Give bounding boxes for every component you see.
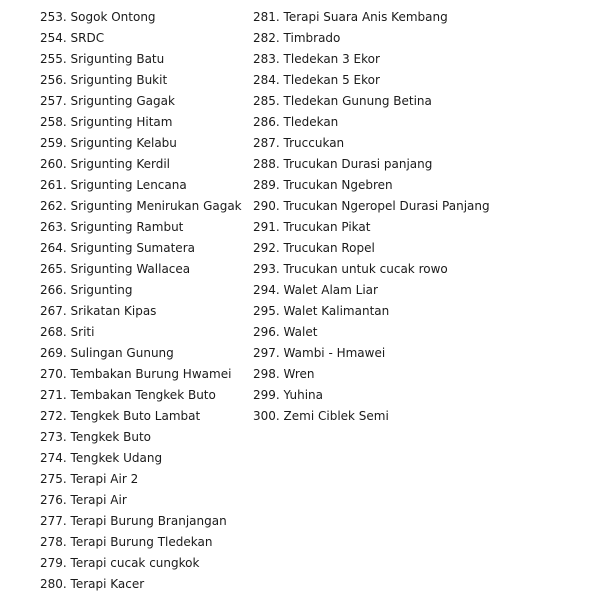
item-number: 287. xyxy=(253,136,280,150)
item-number: 291. xyxy=(253,220,280,234)
list-item xyxy=(253,154,490,175)
list-item xyxy=(253,322,490,343)
item-label: Srigunting Menirukan Gagak xyxy=(70,199,242,213)
item-number: 261. xyxy=(40,178,67,192)
item-number: 294. xyxy=(253,283,280,297)
item-label: Zemi Ciblek Semi xyxy=(283,409,389,423)
list-item xyxy=(253,364,490,385)
list-item xyxy=(253,175,490,196)
item-label: Tledekan 5 Ekor xyxy=(283,73,380,87)
item-number: 264. xyxy=(40,241,67,255)
item-number: 272. xyxy=(40,409,67,423)
item-label: Walet Kalimantan xyxy=(283,304,390,318)
list-item xyxy=(253,217,490,238)
list-column-left xyxy=(40,7,242,595)
item-number: 271. xyxy=(40,388,67,402)
list-item xyxy=(40,217,242,238)
item-label: Sogok Ontong xyxy=(70,10,156,24)
item-number: 269. xyxy=(40,346,67,360)
item-label: Terapi Suara Anis Kembang xyxy=(283,10,448,24)
list-item xyxy=(253,301,490,322)
item-label: Tledekan Gunung Betina xyxy=(283,94,432,108)
item-number: 292. xyxy=(253,241,280,255)
list-item xyxy=(253,28,490,49)
list-item xyxy=(253,133,490,154)
item-number: 297. xyxy=(253,346,280,360)
list-item xyxy=(40,175,242,196)
list-item xyxy=(40,91,242,112)
item-label: Sriti xyxy=(70,325,95,339)
item-label: Yuhina xyxy=(283,388,324,402)
item-label: Terapi cucak cungkok xyxy=(70,556,200,570)
item-number: 289. xyxy=(253,178,280,192)
item-label: Wren xyxy=(283,367,315,381)
item-label: Terapi Air 2 xyxy=(70,472,139,486)
list-item xyxy=(40,49,242,70)
list-item xyxy=(40,238,242,259)
item-label: Tledekan 3 Ekor xyxy=(283,52,380,66)
item-number: 263. xyxy=(40,220,67,234)
item-number: 290. xyxy=(253,199,280,213)
list-item xyxy=(253,406,490,427)
item-label: Tembakan Burung Hwamei xyxy=(70,367,232,381)
list-item xyxy=(40,112,242,133)
list-item xyxy=(253,91,490,112)
list-item xyxy=(253,280,490,301)
item-label: Trucukan Pikat xyxy=(283,220,371,234)
item-label: Tledekan xyxy=(283,115,339,129)
item-number: 255. xyxy=(40,52,67,66)
item-number: 298. xyxy=(253,367,280,381)
list-item xyxy=(40,343,242,364)
list-item xyxy=(40,511,242,532)
item-label: Tengkek Udang xyxy=(70,451,163,465)
list-item xyxy=(40,574,242,595)
item-label: Srigunting Sumatera xyxy=(70,241,195,255)
item-number: 293. xyxy=(253,262,280,276)
item-label: Walet xyxy=(283,325,318,339)
item-label: Walet Alam Liar xyxy=(283,283,378,297)
list-item xyxy=(40,364,242,385)
list-item xyxy=(253,238,490,259)
list-item xyxy=(253,112,490,133)
list-item xyxy=(40,301,242,322)
list-item xyxy=(40,406,242,427)
item-label: Srigunting Gagak xyxy=(70,94,175,108)
item-label: Terapi Burung Tledekan xyxy=(70,535,213,549)
item-number: 295. xyxy=(253,304,280,318)
item-number: 259. xyxy=(40,136,67,150)
list-item xyxy=(40,28,242,49)
item-number: 256. xyxy=(40,73,67,87)
item-label: Srigunting Wallacea xyxy=(70,262,191,276)
item-number: 283. xyxy=(253,52,280,66)
item-number: 257. xyxy=(40,94,67,108)
item-label: Truccukan xyxy=(283,136,345,150)
item-number: 260. xyxy=(40,157,67,171)
item-label: Srigunting Rambut xyxy=(70,220,184,234)
item-label: Terapi Burung Branjangan xyxy=(70,514,227,528)
item-number: 268. xyxy=(40,325,67,339)
item-number: 296. xyxy=(253,325,280,339)
list-item xyxy=(253,259,490,280)
list-item xyxy=(253,7,490,28)
list-item xyxy=(40,553,242,574)
list-item xyxy=(253,49,490,70)
item-number: 275. xyxy=(40,472,67,486)
item-number: 277. xyxy=(40,514,67,528)
list-item xyxy=(40,133,242,154)
item-number: 274. xyxy=(40,451,67,465)
list-item xyxy=(253,196,490,217)
item-label: Trucukan Durasi panjang xyxy=(283,157,433,171)
item-label: Srigunting Kerdil xyxy=(70,157,170,171)
item-label: Srigunting Hitam xyxy=(70,115,173,129)
item-number: 267. xyxy=(40,304,67,318)
list-item xyxy=(40,532,242,553)
item-label: Trucukan Ngeropel Durasi Panjang xyxy=(283,199,490,213)
list-item xyxy=(253,385,490,406)
item-number: 278. xyxy=(40,535,67,549)
item-label: Trucukan Ropel xyxy=(283,241,375,255)
item-number: 285. xyxy=(253,94,280,108)
item-number: 282. xyxy=(253,31,280,45)
list-item xyxy=(253,70,490,91)
item-label: Srigunting Bukit xyxy=(70,73,168,87)
list-column-right xyxy=(253,7,490,427)
item-label: Tengkek Buto Lambat xyxy=(70,409,201,423)
list-item xyxy=(40,7,242,28)
item-number: 270. xyxy=(40,367,67,381)
item-label: Tengkek Buto xyxy=(70,430,151,444)
item-number: 300. xyxy=(253,409,280,423)
item-number: 254. xyxy=(40,31,67,45)
item-label: Trucukan untuk cucak rowo xyxy=(283,262,448,276)
item-label: Wambi - Hmawei xyxy=(283,346,386,360)
item-number: 262. xyxy=(40,199,67,213)
list-item xyxy=(40,70,242,91)
item-label: Timbrado xyxy=(283,31,341,45)
list-item xyxy=(40,427,242,448)
item-label: Tembakan Tengkek Buto xyxy=(70,388,216,402)
list-item xyxy=(40,280,242,301)
item-number: 280. xyxy=(40,577,67,591)
item-label: SRDC xyxy=(70,31,105,45)
list-item xyxy=(40,490,242,511)
item-number: 281. xyxy=(253,10,280,24)
item-number: 279. xyxy=(40,556,67,570)
list-item xyxy=(253,343,490,364)
item-number: 284. xyxy=(253,73,280,87)
item-number: 286. xyxy=(253,115,280,129)
item-label: Srikatan Kipas xyxy=(70,304,157,318)
item-label: Terapi Air xyxy=(70,493,127,507)
item-number: 266. xyxy=(40,283,67,297)
item-label: Sulingan Gunung xyxy=(70,346,174,360)
list-item xyxy=(40,448,242,469)
list-item xyxy=(40,196,242,217)
list-item xyxy=(40,259,242,280)
list-item xyxy=(40,322,242,343)
item-label: Trucukan Ngebren xyxy=(283,178,393,192)
item-label: Srigunting xyxy=(70,283,133,297)
item-number: 265. xyxy=(40,262,67,276)
item-number: 273. xyxy=(40,430,67,444)
item-number: 288. xyxy=(253,157,280,171)
list-item xyxy=(40,154,242,175)
item-label: Srigunting Lencana xyxy=(70,178,187,192)
item-number: 253. xyxy=(40,10,67,24)
item-label: Srigunting Kelabu xyxy=(70,136,177,150)
item-label: Terapi Kacer xyxy=(70,577,145,591)
list-item xyxy=(40,469,242,490)
item-number: 299. xyxy=(253,388,280,402)
item-label: Srigunting Batu xyxy=(70,52,165,66)
item-number: 258. xyxy=(40,115,67,129)
item-number: 276. xyxy=(40,493,67,507)
list-item xyxy=(40,385,242,406)
